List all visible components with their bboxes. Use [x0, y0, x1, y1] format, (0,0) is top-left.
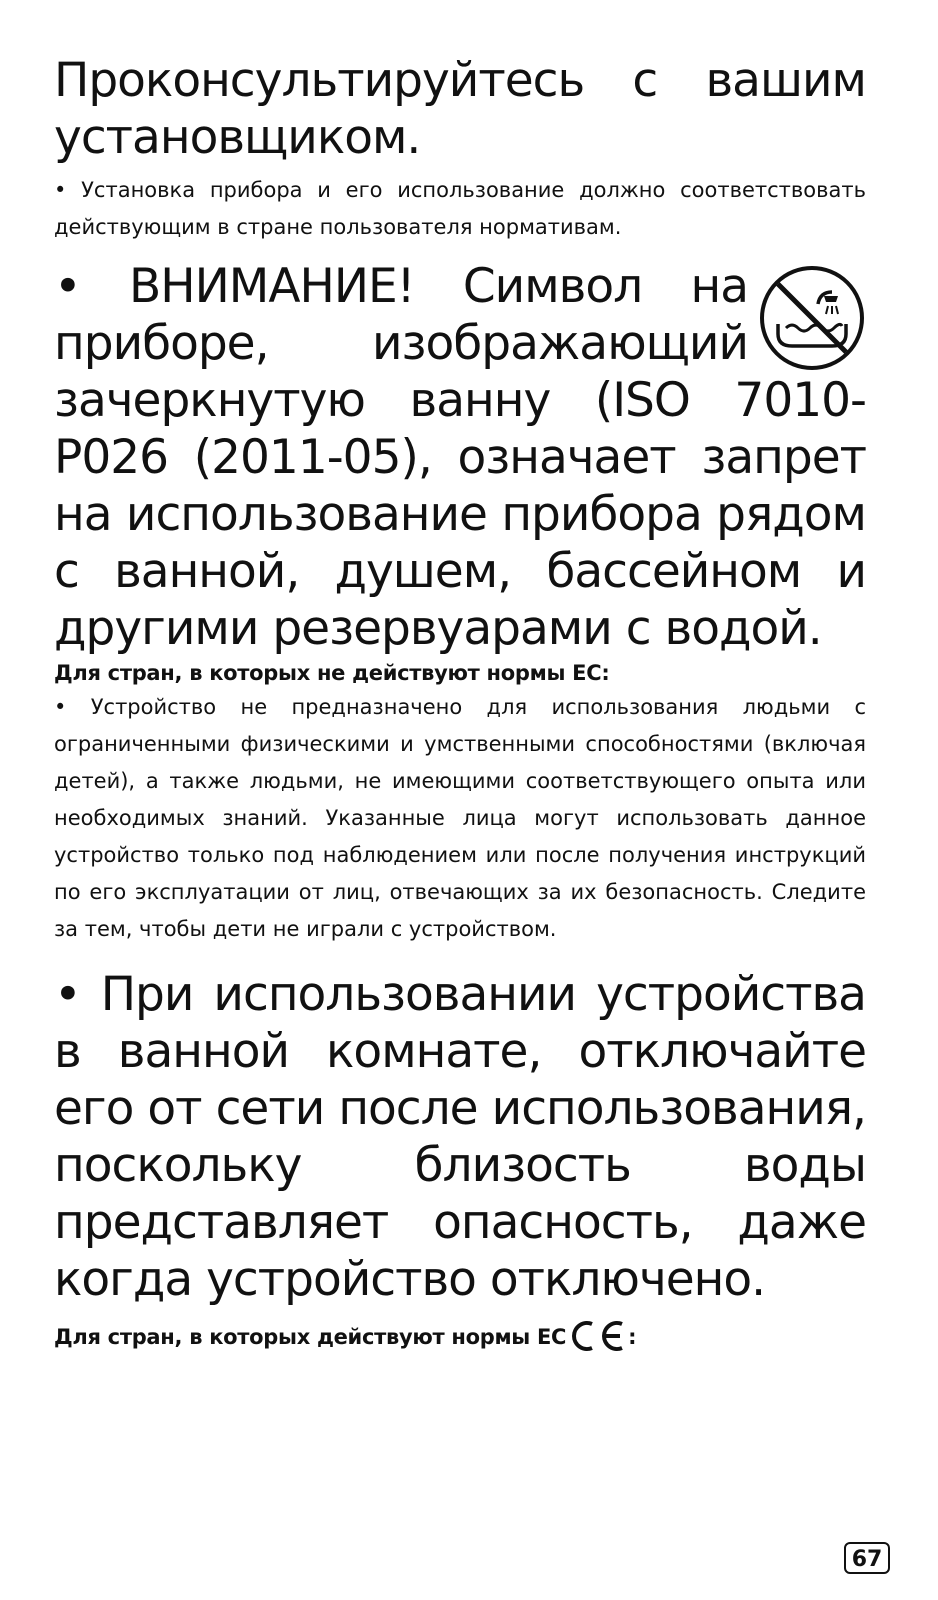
no-bath-icon [758, 264, 866, 372]
bathroom-unplug-paragraph: • При использовании устройства в ванной комнате, отключайте его от сети после использования, поскольку близость воды представляет опасность, даже когда устройство отключено. [54, 967, 866, 1307]
restricted-use-paragraph: • Устройство не предназначено для использования людьми с ограниченными физическими и умственными способностями (включая детей), а также людьми, не имеющими соответствующего опыта или необходимых знаний. Указанные лица могут использовать данное устройство только под наблюдением или после получения инструкций по его эксплуатации от лиц, отвечающих за их безопасность. Следите за тем, чтобы дети не играли с устройством. [54, 695, 866, 941]
installer-notice: Проконсультируйтесь с вашим установщиком. [54, 53, 866, 165]
page-number: 67 [844, 1542, 890, 1574]
ce-mark-icon [568, 1320, 628, 1352]
document-page [54, 52, 866, 1353]
ec-heading-text: Для стран, в которых действуют нормы ЕС [54, 1325, 567, 1349]
ec-heading [54, 1320, 866, 1353]
non-ec-heading: Для стран, в которых не действуют нормы ЕС: [54, 661, 610, 685]
installation-norms-paragraph: • Установка прибора и его использование должно соответствовать действующим в стране пользователя нормативам. [54, 178, 866, 239]
ec-heading-colon: : [628, 1325, 637, 1349]
bath-warning-paragraph: • ВНИМАНИЕ! Символ на приборе, изображающий зачеркнутую ванну (ISO 7010-P026 (2011-05), означает запрет на использование прибора рядом с ванной, душем, бассейном и другими резервуарами с водой. [54, 259, 866, 656]
bath-warning-block [54, 258, 866, 657]
